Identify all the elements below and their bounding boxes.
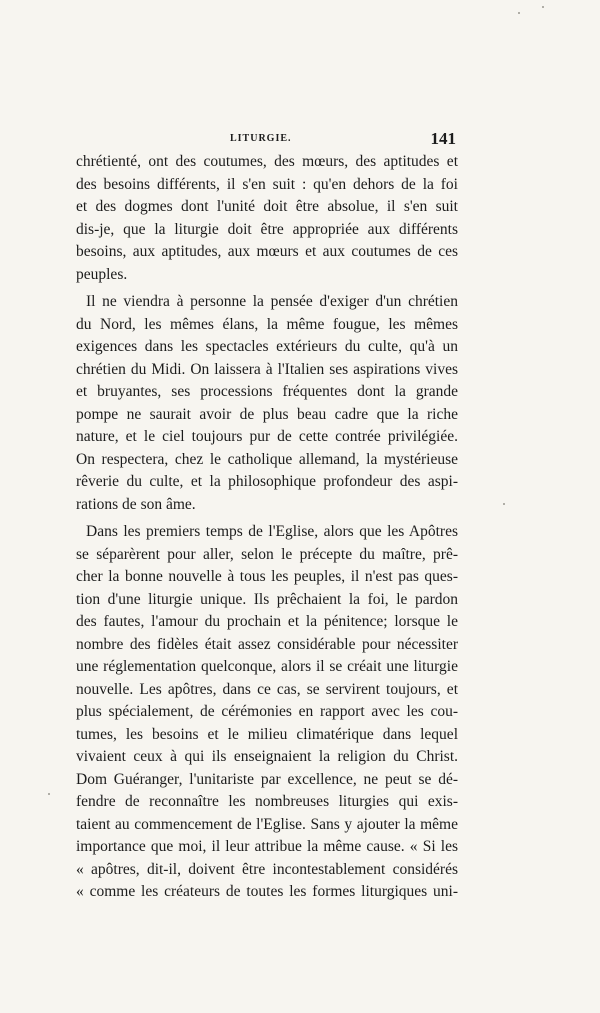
text-line: se séparèrent pour aller, selon le précepte du maître, prê-	[76, 545, 458, 563]
text-line: nombre des fidèles était assez considérable pour nécessiter	[76, 635, 458, 653]
paper-speck	[48, 793, 50, 795]
text-line: tumes, les besoins et le milieu climatérique dans lequel	[76, 725, 458, 743]
text-line: une réglementation quelconque, alors il se créait une liturgie	[76, 658, 458, 675]
page-header	[76, 131, 456, 151]
text-line: « comme les créateurs de toutes les formes liturgiques uni-	[76, 883, 458, 900]
text-line: fendre de reconnaître les nombreuses liturgies qui exis-	[76, 793, 458, 810]
running-title: LITURGIE.	[230, 133, 292, 144]
paragraph-2	[76, 291, 458, 516]
paragraph-3	[76, 521, 458, 904]
text-line: des besoins différents, il s'en suit : qu'en dehors de la foi	[76, 175, 458, 193]
text-line: pompe ne saurait avoir de plus beau cadre que la riche	[76, 405, 458, 423]
text-line: peuples.	[76, 265, 128, 283]
text-line: cher la bonne nouvelle à tous les peuples, il n'est pas ques-	[76, 568, 458, 585]
text-line: plus spécialement, de cérémonies en rapport avec les cou-	[76, 703, 458, 720]
text-line: Dom Guéranger, l'unitariste par excellence, ne peut se dé-	[76, 770, 458, 788]
text-line: des fautes, l'amour du prochain et la pénitence; lorsque le	[76, 613, 458, 630]
text-line: nature, et le ciel toujours pur de cette contrée privilégiée.	[76, 428, 458, 445]
text-line: rêverie du culte, et la philosophique profondeur des aspi-	[76, 473, 458, 490]
paper-speck	[542, 6, 544, 8]
text-line: On respectera, chez le catholique allemand, la mystérieuse	[76, 450, 458, 468]
text-line: et des dogmes dont l'unité doit être absolue, il s'en suit	[76, 198, 458, 215]
text-line: nouvelle. Les apôtres, dans ce cas, se servirent toujours, et	[76, 680, 458, 698]
paragraph-1	[76, 151, 458, 286]
text-line: et bruyantes, ses processions fréquentes dont la grande	[76, 383, 458, 400]
text-line: importance que moi, il leur attribue la même cause. « Si les	[76, 838, 458, 855]
text-line: rations de son âme.	[76, 495, 196, 513]
text-line: Il ne viendra à personne la pensée d'exiger d'un chrétien	[86, 293, 458, 310]
text-line: besoins, aux aptitudes, aux mœurs et aux coutumes de ces	[76, 243, 458, 260]
text-line: tion d'une liturgie unique. Ils prêchaient la foi, le pardon	[76, 590, 458, 608]
body-text	[76, 151, 458, 904]
paper-speck	[518, 12, 520, 14]
text-line: « apôtres, dit-il, doivent être incontestablement considérés	[76, 860, 458, 878]
text-line: Dans les premiers temps de l'Eglise, alors que les Apôtres	[86, 523, 458, 540]
paper-speck	[503, 503, 505, 505]
text-line: vivaient ceux à qui ils enseignaient la religion du Christ.	[76, 748, 458, 765]
text-line: du Nord, les mêmes élans, la même fougue, les mêmes	[76, 315, 458, 333]
text-line: chrétienté, ont des coutumes, des mœurs, des aptitudes et	[76, 153, 458, 170]
text-line: exigences dans les spectacles extérieurs du culte, qu'à un	[76, 338, 458, 355]
text-line: taient au commencement de l'Eglise. Sans y ajouter la même	[76, 815, 458, 833]
page-number: 141	[430, 129, 456, 148]
text-line: chrétien du Midi. On laissera à l'Italien ses aspirations vives	[76, 360, 458, 378]
text-line: dis-je, que la liturgie doit être appropriée aux différents	[76, 220, 458, 238]
